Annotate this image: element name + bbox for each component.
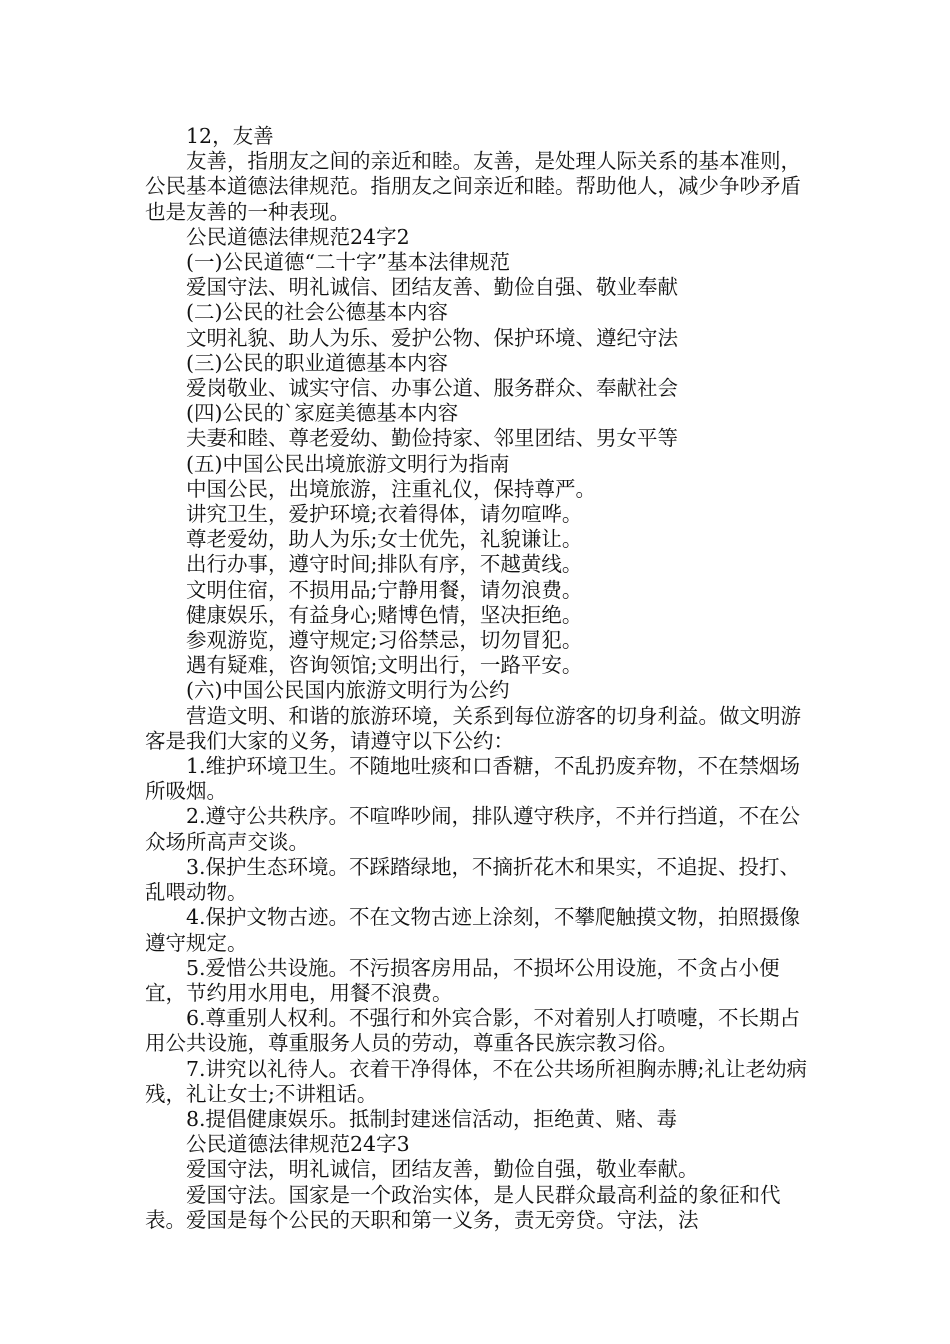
document-body: [145, 124, 807, 1233]
guide-line-1: 中国公民，出境旅游，注重礼仪，保持尊严。: [186, 476, 596, 501]
section-title-2: 公民道德法律规范24字2: [186, 224, 410, 249]
convention-item-2: 2.遵守公共秩序。不喧哗吵闹，排队遵守秩序，不并行挡道，不在公众场所高声交谈。: [145, 804, 801, 854]
paragraph-friendly-definition: 友善，指朋友之间的亲近和睦。友善，是处理人际关系的基本准则，公民基本道德法律规范。指朋友之间亲近和睦。帮助他人，减少争吵矛盾也是友善的一种表现。: [145, 149, 801, 224]
convention-item-4: 4.保护文物古迹。不在文物古迹上涂刻，不攀爬触摸文物，拍照摄像遵守规定。: [145, 905, 801, 955]
convention-intro: 营造文明、和谐的旅游环境，关系到每位游客的切身利益。做文明游客是我们大家的义务，请遵守以下公约：: [145, 703, 801, 753]
heading-friendly: 12，友善: [186, 124, 274, 148]
subheading-3: (三)公民的职业道德基本内容: [186, 350, 448, 375]
paragraph-1: 爱国守法、明礼诚信、团结友善、勤俭自强、敬业奉献: [186, 275, 678, 300]
subheading-4: (四)公民的`家庭美德基本内容: [186, 401, 459, 426]
convention-item-3: 3.保护生态环境。不踩踏绿地，不摘折花木和果实，不追捉、投打、乱喂动物。: [145, 854, 801, 905]
paragraph-24-words: 爱国守法，明礼诚信，团结友善，勤俭自强，敬业奉献。: [186, 1157, 699, 1182]
guide-line-5: 文明住宿，不损用品;宁静用餐，请勿浪费。: [186, 577, 583, 602]
subheading-2: (二)公民的社会公德基本内容: [186, 300, 448, 325]
convention-item-8: 8.提倡健康娱乐。抵制封建迷信活动，拒绝黄、赌、毒: [186, 1106, 678, 1131]
guide-line-8: 遇有疑难，咨询领馆;文明出行，一路平安。: [186, 653, 583, 678]
guide-line-3: 尊老爱幼，助人为乐;女士优先，礼貌谦让。: [186, 527, 583, 552]
guide-line-7: 参观游览，遵守规定;习俗禁忌，切勿冒犯。: [186, 628, 583, 653]
paragraph-patriotism: 爱国守法。国家是一个政治实体，是人民群众最高利益的象征和代表。爱国是每个公民的天职和第一义务，责无旁贷。守法，法: [145, 1182, 781, 1232]
paragraph-3: 爱岗敬业、诚实守信、办事公道、服务群众、奉献社会: [186, 376, 678, 401]
paragraph-4: 夫妻和睦、尊老爱幼、勤俭持家、邻里团结、男女平等: [186, 426, 678, 451]
paragraph-2: 文明礼貌、助人为乐、爱护公物、保护环境、遵纪守法: [186, 325, 678, 350]
subheading-6: (六)中国公民国内旅游文明行为公约: [186, 678, 510, 703]
convention-item-1: 1.维护环境卫生。不随地吐痰和口香糖，不乱扔废弃物，不在禁烟场所吸烟。: [145, 754, 801, 804]
subheading-1: (一)公民道德“二十字”基本法律规范: [186, 250, 510, 275]
convention-item-5: 5.爱惜公共设施。不污损客房用品，不损坏公用设施，不贪占小便宜，节约用水用电，用餐不浪费。: [145, 955, 780, 1005]
guide-line-4: 出行办事，遵守时间;排队有序，不越黄线。: [186, 552, 583, 577]
convention-item-6: 6.尊重别人权利。不强行和外宾合影，不对着别人打喷嚏，不长期占用公共设施，尊重服务人员的劳动，尊重各民族宗教习俗。: [145, 1006, 801, 1056]
subheading-5: (五)中国公民出境旅游文明行为指南: [186, 451, 510, 476]
guide-line-6: 健康娱乐，有益身心;赌博色情，坚决拒绝。: [186, 602, 583, 627]
convention-item-7: 7.讲究以礼待人。衣着干净得体，不在公共场所袒胸赤膊;礼让老幼病残，礼让女士;不讲粗话。: [145, 1056, 807, 1106]
section-title-3: 公民道德法律规范24字3: [186, 1132, 410, 1157]
guide-line-2: 讲究卫生，爱护环境;衣着得体，请勿喧哗。: [186, 502, 583, 527]
